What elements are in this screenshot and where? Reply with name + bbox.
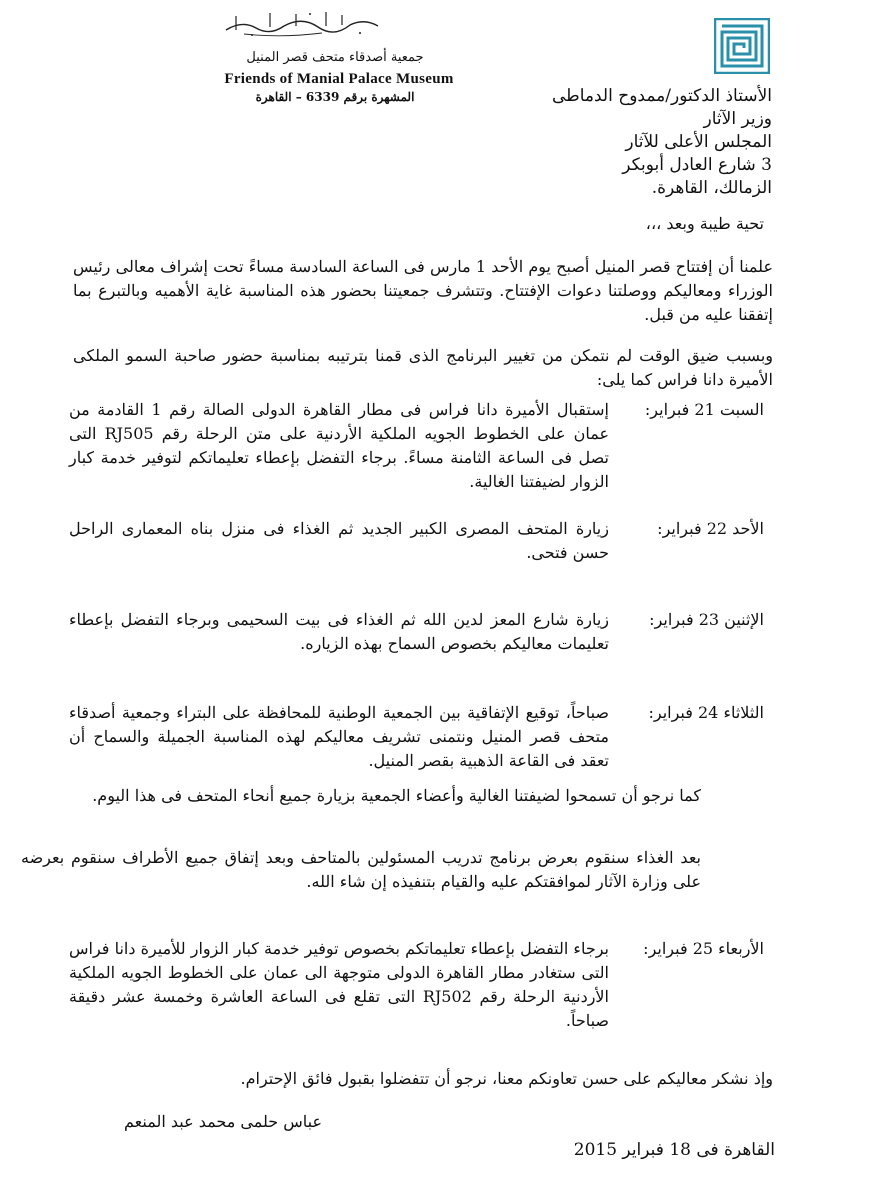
org-name-arabic: جمعية أصدقاء متحف قصر المنيل xyxy=(246,50,424,65)
signature-name: عباس حلمى محمد عبد المنعم xyxy=(124,1112,322,1131)
schedule-text-21: إستقبال الأميرة دانا فراس فى مطار القاهرة الدولى الصالة رقم 1 القادمة من عمان على الخطوط الجويه الملكية الأردنية على متن الرحلة رقم RJ505 التى تصل فى الساعة الثامنة مساءً. برجاء التفضل بإعطاء تعليماتكم لتوفير خدمة كبار الزوار لضيفتنا الغالية. xyxy=(69,400,610,491)
recipient-title: وزير الآثار xyxy=(703,109,772,129)
note-training-program: بعد الغذاء سنقوم بعرض برنامج تدريب المسئولين بالمتاحف وبعد إتفاق جميع الأطراف سنقوم بعرضه على وزارة الآثار لموافقتكم عليه والقيام بتنفيذه إن شاء الله. xyxy=(21,848,701,891)
basmala-calligraphy xyxy=(222,8,382,38)
recipient-council: المجلس الأعلى للآثار xyxy=(625,132,772,152)
schedule-date-23: الإثنين 23 فبراير: xyxy=(649,610,764,629)
program-intro-paragraph: وبسبب ضيق الوقت لم نتمكن من تغيير البرنامج الذى قمنا بترتيبه بمناسبة حضور صاحبة السمو الملكى الأميرة دانا فراس كما يلى: xyxy=(73,346,773,389)
schedule-date-24: الثلاثاء 24 فبراير: xyxy=(648,703,764,722)
note-museum-visit: كما نرجو أن تسمحوا لضيفتنا الغالية وأعضاء الجمعية بزيارة جميع أنحاء المتحف فى هذا اليوم. xyxy=(92,786,701,805)
recipient-name: الأستاذ الدكتور/ممدوح الدماطى xyxy=(552,86,772,106)
greeting: تحية طيبة وبعد ،،، xyxy=(645,214,764,233)
schedule-text-22: زيارة المتحف المصرى الكبير الجديد ثم الغذاء فى منزل بناه المعمارى الراحل حسن فتحى. xyxy=(69,519,609,562)
schedule-text-23: زيارة شارع المعز لدين الله ثم الغذاء فى بيت السحيمى وبرجاء التفضل بإعطاء تعليمات معاليكم بخصوص السماح بهذه الزياره. xyxy=(69,610,609,653)
museum-emblem-icon xyxy=(714,18,770,74)
place-and-date: القاهرة فى 18 فبراير 2015 xyxy=(573,1140,775,1160)
schedule-text-25: برجاء التفضل بإعطاء تعليماتكم بخصوص توفير خدمة كبار الزوار للأميرة دانا فراس التى ستغادر مطار القاهرة الدولى متوجهة الى عمان على الخطوط الجويه الملكية الأردنية الرحلة رقم RJ502 التى تقلع فى الساعة العاشرة وخمسة عشر دقيقة صباحاً. xyxy=(69,939,610,1030)
schedule-date-25: الأربعاء 25 فبراير: xyxy=(643,939,764,958)
recipient-city: الزمالك، القاهرة. xyxy=(651,178,772,198)
schedule-date-22: الأحد 22 فبراير: xyxy=(657,519,764,538)
schedule-date-21: السبت 21 فبراير: xyxy=(644,400,764,419)
recipient-street: 3 شارع العادل أبوبكر xyxy=(622,155,772,175)
org-name-english: Friends of Manial Palace Museum xyxy=(224,71,454,87)
closing-line: وإذ نشكر معاليكم على حسن تعاونكم معنا، نرجو أن تتفضلوا بقبول فائق الإحترام. xyxy=(240,1069,773,1088)
schedule-text-24: صباحاً، توقيع الإتفاقية بين الجمعية الوطنية للمحافظة على البتراء وجمعية أصدقاء متحف قصر المنيل ونتمنى تشريف معاليكم لهذه المناسبة الجميلة والسماح أن تعقد فى القاعة الذهبية بقصر المنيل. xyxy=(69,703,609,770)
intro-paragraph: علمنا أن إفتتاح قصر المنيل أصبح يوم الأحد 1 مارس فى الساعة السادسة مساءً تحت إشراف معالى رئيس الوزراء ومعاليكم ووصلتنا دعوات الإفتتاح. وتتشرف جمعيتنا بحضور هذه المناسبة غاية الأهميه وبالتبرع بما إتفقنا عليه من قبل. xyxy=(73,257,774,324)
org-registration: المشهرة برقم 6339 – القاهرة xyxy=(255,90,415,104)
